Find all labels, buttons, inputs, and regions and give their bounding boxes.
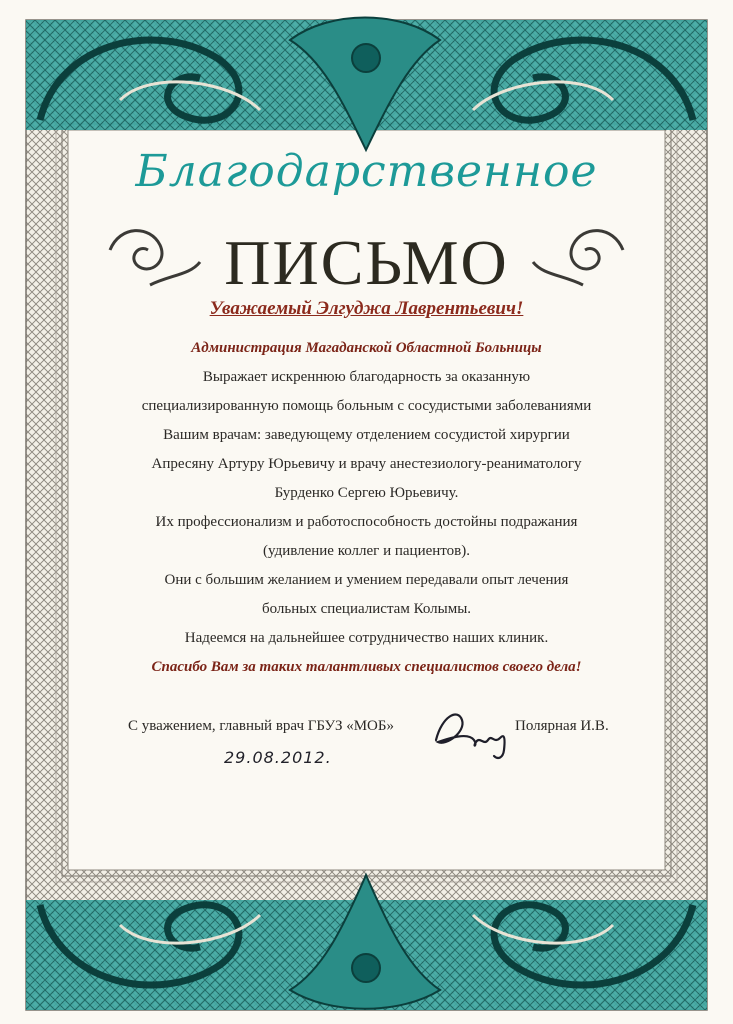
- body-line: Апресяну Артуру Юрьевичу и врачу анестезиологу-реаниматологу: [151, 456, 582, 472]
- signature-prefix: С уважением, главный врач ГБУЗ «МОБ»: [128, 718, 394, 734]
- body-line: Бурденко Сергею Юрьевичу.: [274, 485, 459, 501]
- body-line: Их профессионализм и работоспособность достойны подражания: [155, 514, 578, 530]
- body-line: больных специалистам Колымы.: [261, 601, 472, 617]
- handwritten-signature: [428, 702, 508, 762]
- body-line: Вашим врачам: заведующему отделением сосудистой хирургии: [163, 427, 570, 443]
- body-line: (удивление коллег и пациентов).: [263, 543, 470, 559]
- signatory-name: Полярная И.В.: [515, 718, 609, 734]
- handwritten-date: 29.08.2012.: [224, 748, 332, 767]
- greeting-line: Уважаемый Элгуджа Лаврентьевич!: [209, 298, 524, 319]
- body-line: Они с большим желанием и умением передавали опыт лечения: [164, 572, 569, 588]
- title-main: ПИСЬМО: [224, 227, 509, 298]
- body-line: специализированную помощь больным с сосудистыми заболеваниями: [141, 398, 592, 414]
- body-line: Надеемся на дальнейшее сотрудничество наших клиник.: [184, 630, 549, 646]
- thanks-line: Спасибо Вам за таких талантливых специалистов своего дела!: [151, 659, 582, 675]
- body-line: Выражает искреннюю благодарность за оказанную: [202, 369, 531, 385]
- title-script: Благодарственное: [135, 146, 598, 197]
- organization-line: Администрация Магаданской Областной Больницы: [191, 340, 542, 356]
